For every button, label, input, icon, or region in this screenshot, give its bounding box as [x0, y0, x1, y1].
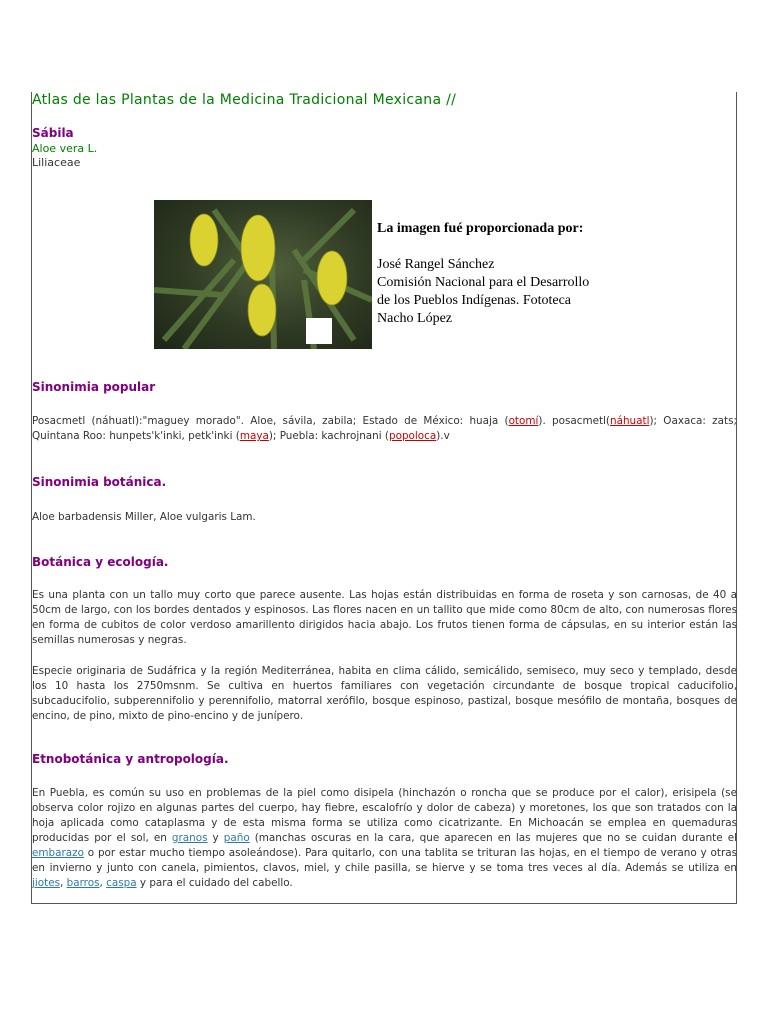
etnobotanica-text [32, 786, 737, 891]
text-run: ).v [436, 430, 450, 442]
glossary-link-maya[interactable]: maya [239, 430, 269, 442]
heading-etnobotanica: Etnobotánica y antropología. [32, 752, 229, 766]
svg-text:CDI: CDI [314, 318, 327, 326]
plant-family: Liliaceae [32, 156, 81, 169]
heading-botanica-ecologia: Botánica y ecología. [32, 555, 169, 569]
glossary-link-nahuatl[interactable]: náhuatl [610, 415, 650, 427]
text-run: y [207, 832, 224, 844]
article-container [31, 92, 737, 904]
image-credit-line: Comisión Nacional para el Desarrollo [377, 275, 590, 290]
sinonimia-botanica-text: Aloe barbadensis Miller, Aloe vulgaris Lam. [32, 511, 256, 523]
text-run: , [99, 877, 107, 889]
image-credit-line: Nacho López [377, 311, 453, 326]
image-credit-line: José Rangel Sánchez [377, 257, 495, 272]
botanica-paragraph-2: Especie originaria de Sudáfrica y la región Mediterránea, habita en clima cálido, semicálido, semiseco, muy seco y templado, desde los 10 hasta los 2750msnm. Se cultiva en huertos familiares con vegetación circundante de bosque tropical caducifolio, subcaducifolio, subperennifolio y perennifolio, matorral xerófilo, bosque espinoso, pastizal, bosque mesófilo de montaña, bosques de encino, de pino, mixto de pino-encino y de junípero. [32, 665, 737, 722]
plant-common-name: Sábila [32, 126, 74, 140]
plant-photo [154, 200, 372, 349]
text-run: ); Oaxaca: zats; Quintana Roo: hunpets'k'inki, petk'inki ( [32, 415, 737, 442]
glossary-link-popoloca[interactable]: popoloca [389, 430, 437, 442]
disease-link-pano[interactable]: paño [223, 832, 250, 844]
image-credit [377, 220, 617, 328]
text-run: ). posacmetl( [538, 415, 610, 427]
text-run: (manchas oscuras en la cara, que aparecen en las mujeres que no se cuidan durante el [249, 832, 737, 844]
disease-link-embarazo[interactable]: embarazo [32, 847, 84, 859]
text-run: y para el cuidado del cabello. [136, 877, 293, 889]
disease-link-granos[interactable]: granos [171, 832, 208, 844]
image-credit-line: de los Pueblos Indígenas. Fototeca [377, 293, 572, 308]
image-credit-heading: La imagen fué proporcionada por: [377, 221, 584, 236]
text-run: ); Puebla: kachrojnani ( [268, 430, 389, 442]
disease-link-jiotes[interactable]: jiotes [32, 877, 61, 889]
page-title: Atlas de las Plantas de la Medicina Tradicional Mexicana // [32, 92, 457, 108]
disease-link-barros[interactable]: barros [66, 877, 100, 889]
disease-link-caspa[interactable]: caspa [106, 877, 137, 889]
plant-scientific-name: Aloe vera L. [32, 142, 98, 155]
text-run: o por estar mucho tiempo asoleándose). Para quitarlo, con una tablita se trituran las hojas, en el tiempo de verano y otras en invierno y junto con canela, pimientos, clavos, miel, y chile pasilla, se hierve y se toma tres veces al día. Además se utiliza en [32, 847, 737, 874]
heading-sinonimia-botanica: Sinonimia botánica. [32, 475, 167, 489]
text-run: Posacmetl (náhuatl):"maguey morado". Aloe, sávila, zabila; Estado de México: huaja ( [32, 415, 509, 427]
botanica-paragraph-1: Es una planta con un tallo muy corto que parece ausente. Las hojas están distribuidas en forma de roseta y son carnosas, de 40 a 50cm de largo, con los bordes dentados y espinosos. Las flores nacen en un tallito que mide como 80cm de alto, con numerosas flores en forma de cubitos de color verdoso amarillento dirigidos hacia abajo. Los frutos tienen forma de cápsulas, en su interior están las semillas numerosas y negras. [32, 589, 737, 646]
text-run: , [60, 877, 67, 889]
text-run: En Puebla, es común su uso en problemas de la piel como disipela (hinchazón o roncha que se produce por el calor), erisipela (se observa color rojizo en algunas partes del cuerpo, hay fiebre, escalofrío y dolor de cabeza) y moretones, los que son tratados con la hoja aplicada como cataplasma y de esta misma forma se utiliza como cicatrizante. En Michoacán se emplea en quemaduras producidas por el sol, en [32, 787, 737, 844]
sinonimia-popular-text [32, 414, 737, 444]
glossary-link-otomi[interactable]: otomí [508, 415, 539, 427]
heading-sinonimia-popular: Sinonimia popular [32, 380, 156, 394]
